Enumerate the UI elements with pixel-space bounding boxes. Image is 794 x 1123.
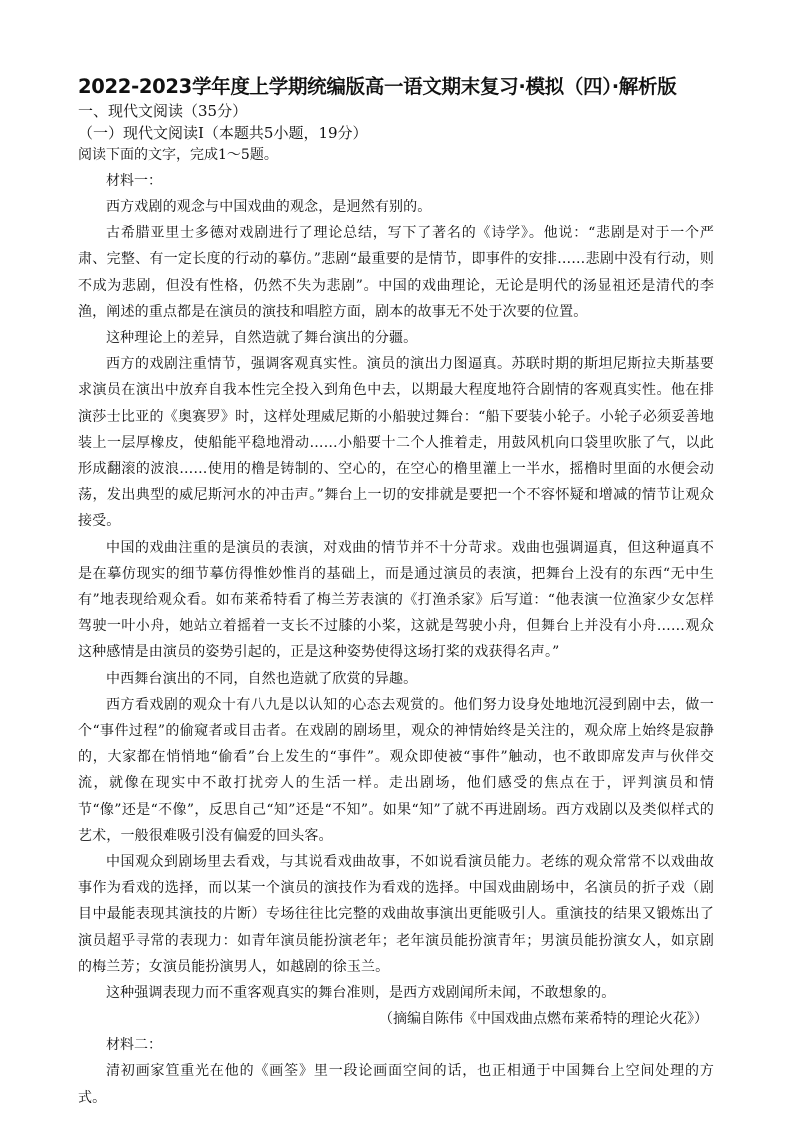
paragraph: 古希腊亚里士多德对戏剧进行了理论总结，写下了著名的《诗学》。他说：“悲剧是对于一个严肃、完整、有一定长度的行动的摹仿。”悲剧“最重要的是情节，即事件的安排……悲剧中没有行动，则不成为悲剧，但没有性格，仍然不失为悲剧”。中国的戏曲理论，无论是明代的汤显祖还是清代的李渔，阐述的重点都是在演员的演技和唱腔方面，剧本的故事无不处于次要的位置。 [78, 225, 714, 320]
instruction-text: 阅读下面的文字，完成1～5题。 [78, 147, 278, 163]
document-title: 2022-2023学年度上学期统编版高一语文期末复习·模拟（四）·解析版 [78, 75, 677, 98]
paragraph: 这种理论上的差异，自然造就了舞台演出的分疆。 [106, 330, 418, 347]
paragraph: 这种强调表现力而不重客观真实的舞台准则，是西方戏剧闻所未闻，不敢想象的。 [106, 985, 616, 1002]
paragraph: 西方看戏剧的观众十有八九是以认知的心态去观赏的。他们努力设身处地地沉浸到剧中去，做一个“事件过程”的偷窥者或目击者。在戏剧的剧场里，观众的神情始终是关注的，观众席上始终是寂静的，大家都在悄悄地“偷看”台上发生的“事件”。观众即使被“事件”触动，也不敢即席发声与伙伴交流，就像在现实中不敢打扰旁人的生活一样。走出剧场，他们感受的焦点在于，评判演员和情节“像”还是“不像”，反思自己“知”还是“不知”。如果“知”了就不再进剧场。西方戏剧以及类似样式的艺术，一般很难吸引没有偏爱的回头客。 [78, 696, 714, 844]
paragraph: 中国观众到剧场里去看戏，与其说看戏曲故事，不如说看演员能力。老练的观众常常不以戏曲故事作为看戏的选择，而以某一个演员的演技作为看戏的选择。中国戏曲剧场中，名演员的折子戏（剧目中最能表现其演技的片断）专场往往比完整的戏曲故事演出更能吸引人。重演技的结果又锻炼出了演员超乎寻常的表现力：如青年演员能扮演老年；老年演员能扮演青年；男演员能扮演女人，如京剧的梅兰芳；女演员能扮演男人，如越剧的徐玉兰。 [78, 854, 714, 975]
paragraph: 中国的戏曲注重的是演员的表演，对戏曲的情节并不十分苛求。戏曲也强调逼真，但这种逼真不是在摹仿现实的细节摹仿得惟妙惟肖的基础上，而是通过演员的表演，把舞台上没有的东西“无中生有”地表现给观众看。如布莱希特看了梅兰芳表演的《打渔杀家》后写道：“他表演一位渔家少女怎样驾驶一叶小舟，她站立着摇着一支长不过膝的小桨，这就是驾驶小舟，但舞台上并没有小舟……观众这种感情是由演员的姿势引起的，正是这种姿势使得这场打桨的戏获得名声。” [78, 539, 714, 661]
material-two-label: 材料二： [106, 1037, 162, 1054]
paragraph: 清初画家笪重光在他的《画筌》里一段论画面空间的话，也正相通于中国舞台上空间处理的方式。 [78, 1063, 714, 1106]
paragraph: 中西舞台演出的不同，自然也造就了欣赏的异趣。 [106, 670, 418, 687]
section-heading: 一、现代文阅读（35分） [78, 102, 248, 120]
paragraph: 西方的戏剧注重情节，强调客观真实性。演员的演出力图逼真。苏联时期的斯坦尼斯拉夫斯基要求演员在演出中放弃自我本性完全投入到角色中去，以期最大程度地符合剧情的客观真实性。他在排演莎士比亚的《奥赛罗》时，这样处理威尼斯的小船驶过舞台：“船下要装小轮子。小轮子必须妥善地装上一层厚橡皮，使船能平稳地滑动……小船要十二个人推着走，用鼓风机向口袋里吹胀了气，以此形成翻滚的波浪……使用的橹是铸制的、空心的，在空心的橹里灌上一半水，摇橹时里面的水便会动荡，发出典型的威尼斯河水的冲击声。”舞台上一切的安排就是要把一个不容怀疑和增减的情节让观众接受。 [78, 356, 714, 530]
paragraph: 西方戏剧的观念与中国戏曲的观念，是迥然有别的。 [106, 199, 432, 215]
subsection-heading: （一）现代文阅读Ⅰ（本题共5小题，19分） [78, 124, 368, 142]
source-citation: （摘编自陈伟《中国戏曲点燃布莱希特的理论火花》） [379, 1011, 708, 1028]
material-one-label: 材料一： [106, 173, 162, 189]
